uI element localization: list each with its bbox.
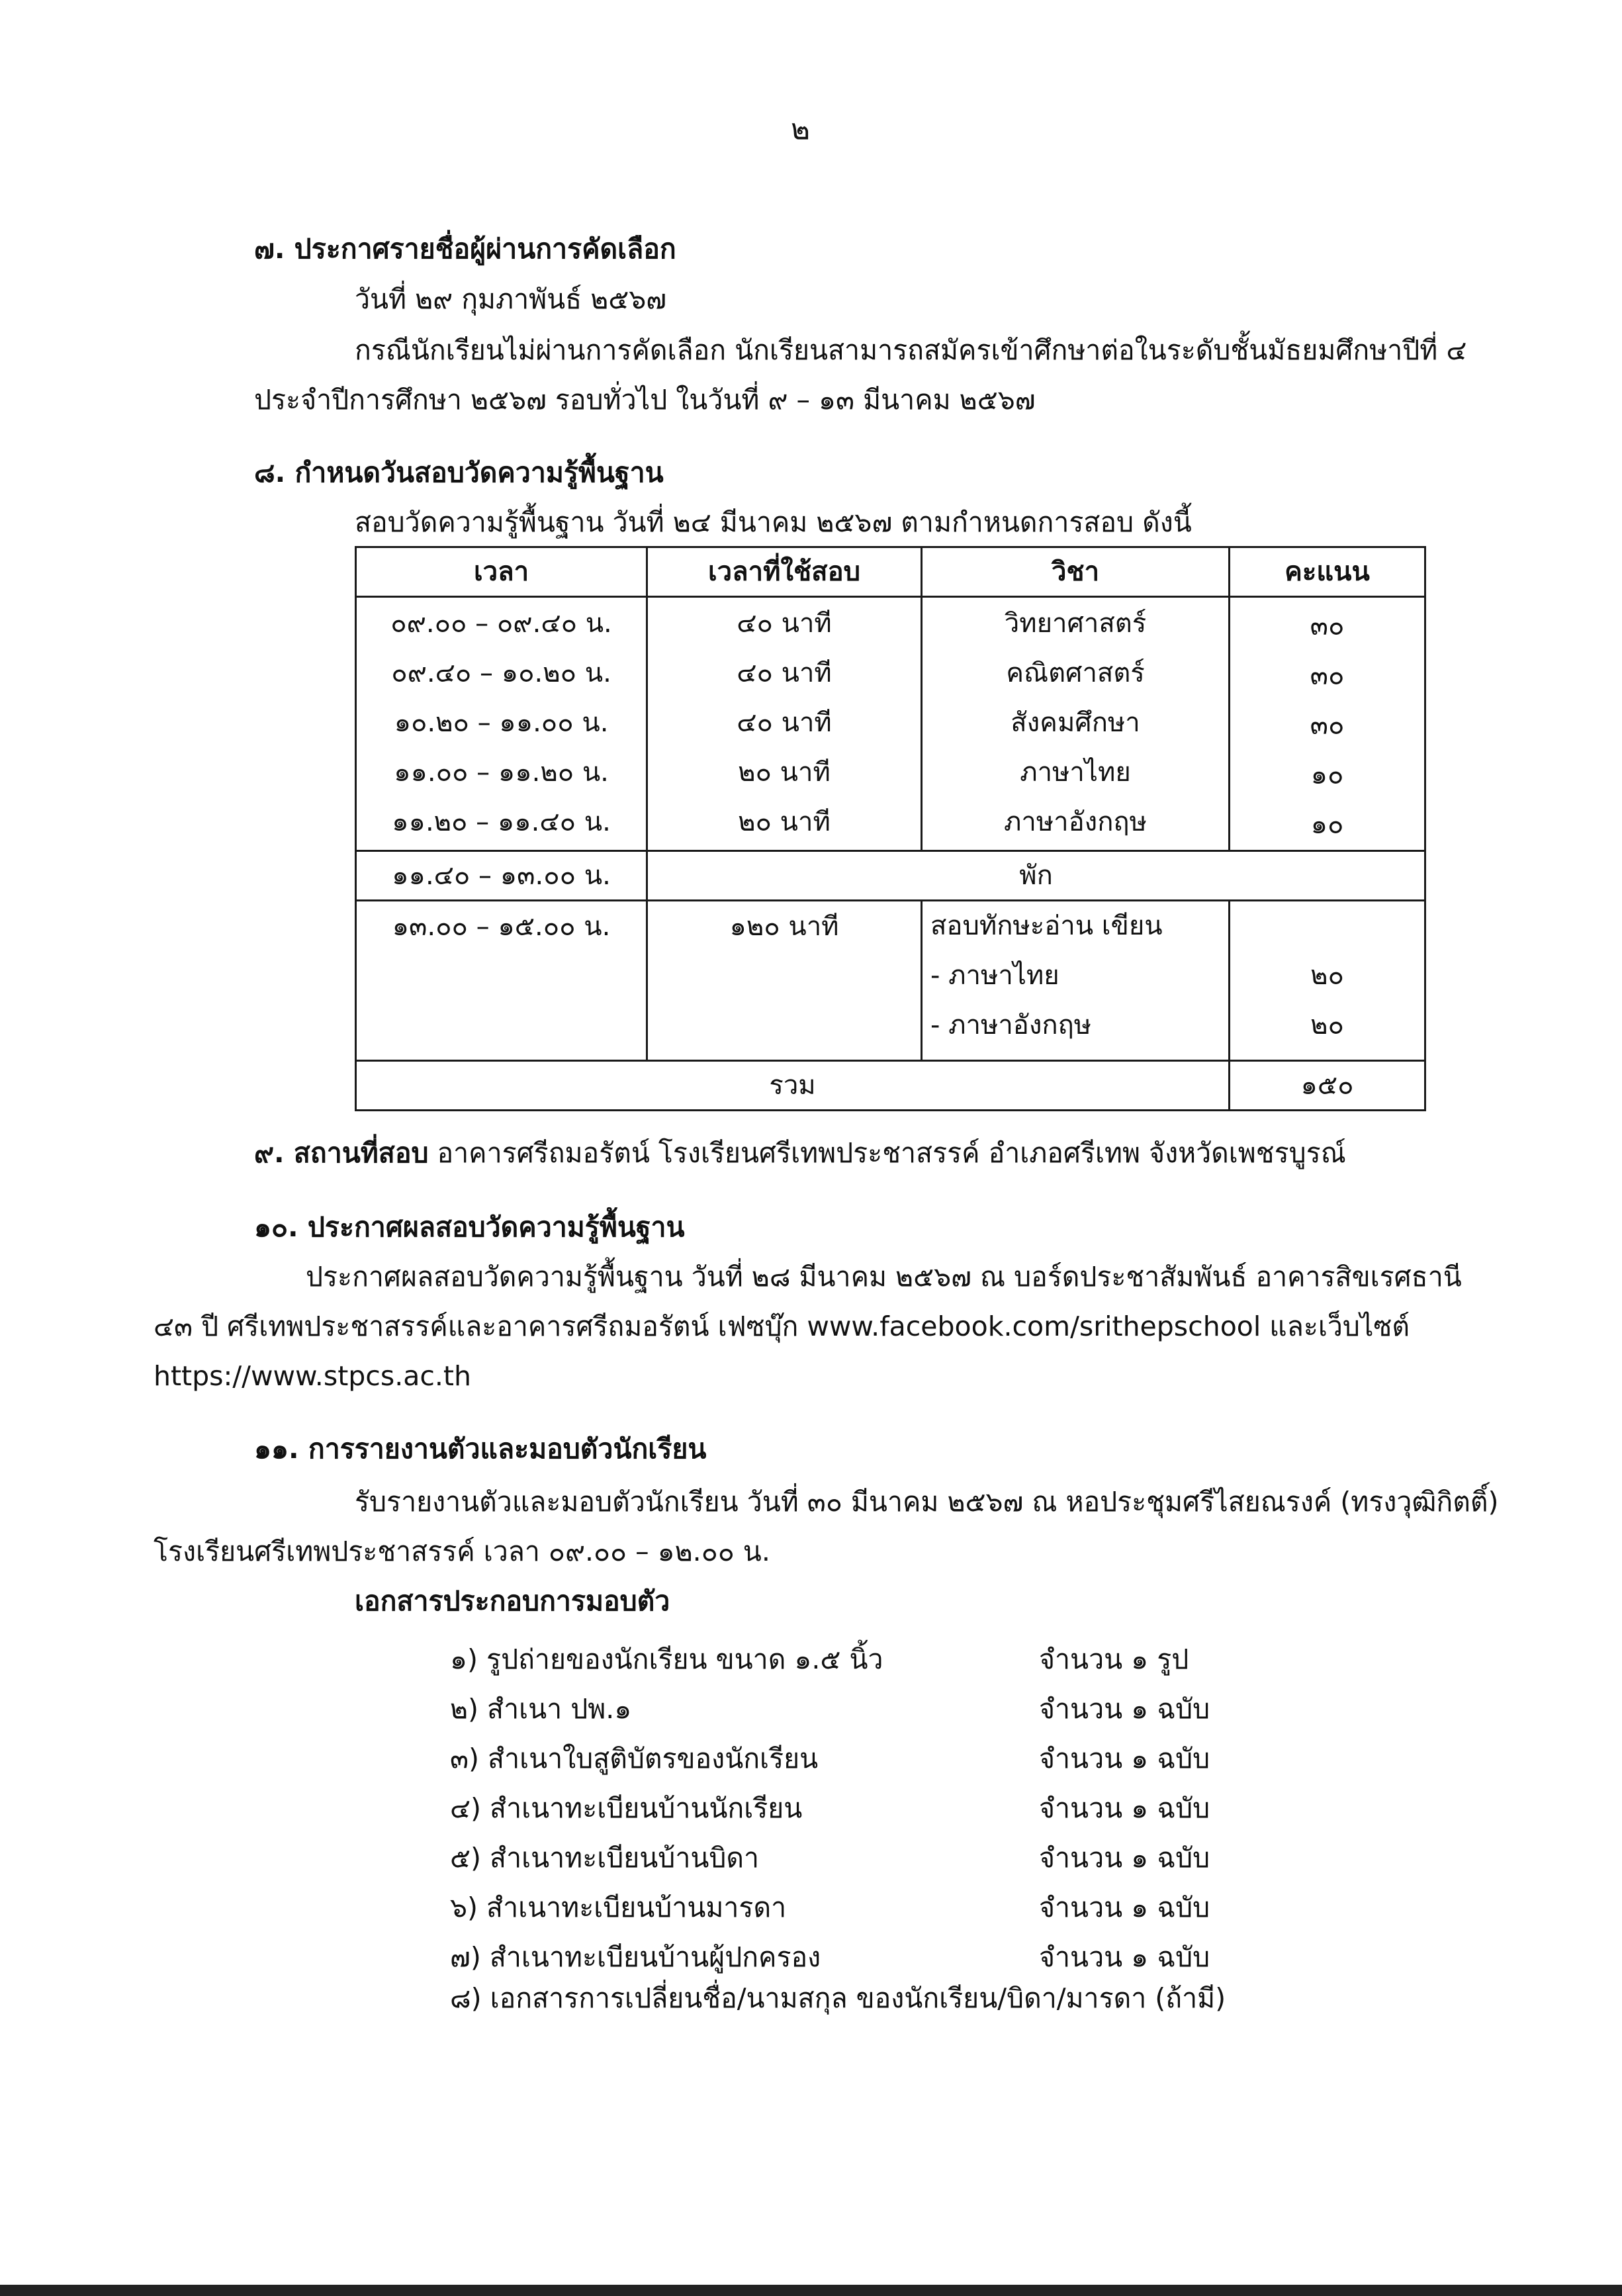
table-row-afternoon [356,901,1425,1061]
duration-value: ๒๐ นาที [738,807,831,837]
break-label: พัก [647,851,1425,901]
table-row-morning [356,597,1425,851]
subject-value: สังคมศึกษา [1011,708,1140,738]
document-qty: จำนวน ๑ ฉบับ [1039,1743,1210,1774]
morning-subjects-cell [922,597,1230,851]
total-label: รวม [356,1061,1230,1111]
score-value: ๑๐ [1310,760,1344,790]
afternoon-subject-title: สอบทักษะอ่าน เขียน [930,911,1163,941]
morning-times-cell [356,597,647,851]
document-qty: จำนวน ๑ ฉบับ [1039,1693,1210,1725]
time-value: ๑๐.๒๐ – ๑๑.๐๐ น. [394,708,609,738]
document-item: ๖) สำเนาทะเบียนบ้านมารดา [450,1892,787,1923]
scan-edge-strip [0,2285,1622,2296]
section10-line1: ประกาศผลสอบวัดความรู้พื้นฐาน วันที่ ๒๘ มีนาคม ๒๕๖๗ ณ บอร์ดประชาสัมพันธ์ อาคารสิขเรศธานี [306,1261,1462,1293]
afternoon-subjects-cell [922,901,1230,1061]
subject-value: ภาษาอังกฤษ [1003,807,1147,837]
subject-value: วิทยาศาสตร์ [1004,608,1147,639]
afternoon-subject: - ภาษาอังกฤษ [930,1010,1092,1040]
document-item: ๒) สำเนา ปพ.๑ [450,1693,632,1725]
document-qty: จำนวน ๑ ฉบับ [1039,1792,1210,1824]
header-time: เวลา [356,547,647,597]
afternoon-scores-cell [1230,901,1425,1061]
exam-schedule-table [355,546,1426,1111]
document-qty: จำนวน ๑ ฉบับ [1039,1892,1210,1923]
section9-heading: ๙. สถานที่สอบ [254,1137,429,1169]
afternoon-time: ๑๓.๐๐ – ๑๕.๐๐ น. [356,901,647,1061]
time-value: ๐๙.๐๐ – ๐๙.๔๐ น. [390,608,612,639]
page-number: ๒ [791,113,811,146]
time-value: ๑๑.๐๐ – ๑๑.๒๐ น. [394,757,609,788]
document-item: ๑) รูปถ่ายของนักเรียน ขนาด ๑.๕ นิ้ว [450,1643,883,1675]
document-item: ๕) สำเนาทะเบียนบ้านบิดา [450,1842,760,1874]
duration-value: ๔๐ นาที [737,708,832,738]
score-value: ๑๐ [1310,809,1344,840]
table-row-break [356,851,1425,901]
documents-list [450,1635,883,1982]
section7-heading: ๗. ประกาศรายชื่อผู้ผ่านการคัดเลือก [254,233,676,265]
section10-website-link: https://www.stpcs.ac.th [154,1360,471,1392]
document-item: ๗) สำเนาทะเบียนบ้านผู้ปกครอง [450,1941,821,1973]
score-value: ๒๐ [1310,960,1344,991]
score-value: ๒๐ [1310,1010,1344,1040]
header-score: คะแนน [1230,547,1425,597]
table-row-total [356,1061,1425,1111]
afternoon-subject: - ภาษาไทย [930,960,1059,991]
section9-text: อาคารศรีถมอรัตน์ โรงเรียนศรีเทพประชาสรรค์ อำเภอศรีเทพ จังหวัดเพชรบูรณ์ [437,1137,1346,1169]
section10-line2: ๔๓ ปี ศรีเทพประชาสรรค์และอาคารศรีถมอรัตน์ เฟซบุ๊ก www.facebook.com/srithepschool และเว็บไซต์ [154,1310,1410,1342]
document-qty: จำนวน ๑ ฉบับ [1039,1842,1210,1874]
morning-scores-cell [1230,597,1425,851]
break-time: ๑๑.๔๐ – ๑๓.๐๐ น. [356,851,647,901]
time-value: ๐๙.๔๐ – ๑๐.๒๐ น. [391,658,611,688]
section11-heading: ๑๑. การรายงานตัวและมอบตัวนักเรียน [254,1433,707,1465]
duration-value: ๒๐ นาที [738,757,831,788]
section10-heading: ๑๐. ประกาศผลสอบวัดความรู้พื้นฐาน [254,1211,685,1243]
section11-line1: รับรายงานตัวและมอบตัวนักเรียน วันที่ ๓๐ มีนาคม ๒๕๖๗ ณ หอประชุมศรีไสยณรงค์ (ทรงวุฒิกิตติ์) [355,1486,1499,1518]
document-item: ๓) สำเนาใบสูติบัตรของนักเรียน [450,1743,819,1774]
document-qty: จำนวน ๑ ฉบับ [1039,1941,1210,1973]
document-item: ๔) สำเนาทะเบียนบ้านนักเรียน [450,1792,803,1824]
total-score: ๑๕๐ [1230,1061,1425,1111]
section7-paragraph-line2: ประจำปีการศึกษา ๒๕๖๗ รอบทั่วไป ในวันที่ ๙ – ๑๓ มีนาคม ๒๕๖๗ [254,384,1036,416]
time-value: ๑๑.๒๐ – ๑๑.๔๐ น. [392,807,611,837]
morning-durations-cell [647,597,922,851]
subject-value: ภาษาไทย [1020,757,1131,788]
section9 [254,1137,1346,1170]
header-duration: เวลาที่ใช้สอบ [647,547,922,597]
document-item-last: ๘) เอกสารการเปลี่ยนชื่อ/นามสกุล ของนักเรียน/บิดา/มารดา (ถ้ามี) [450,1982,1226,2014]
afternoon-duration: ๑๒๐ นาที [647,901,922,1061]
section11-line2: โรงเรียนศรีเทพประชาสรรค์ เวลา ๐๙.๐๐ – ๑๒.๐๐ น. [154,1536,770,1567]
section8-intro: สอบวัดความรู้พื้นฐาน วันที่ ๒๔ มีนาคม ๒๕๖๗ ตามกำหนดการสอบ ดังนี้ [355,506,1192,538]
header-subject: วิชา [922,547,1230,597]
duration-value: ๔๐ นาที [737,658,832,688]
score-value: ๓๐ [1310,611,1345,641]
documents-heading: เอกสารประกอบการมอบตัว [355,1585,670,1617]
section7-date: วันที่ ๒๙ กุมภาพันธ์ ๒๕๖๗ [355,283,667,315]
subject-value: คณิตศาสตร์ [1006,658,1145,688]
document-qty: จำนวน ๑ รูป [1039,1643,1189,1675]
duration-value: ๔๐ นาที [737,608,832,639]
table-header-row [356,547,1425,597]
score-value: ๓๐ [1310,710,1345,741]
section8-heading: ๘. กำหนดวันสอบวัดความรู้พื้นฐาน [254,457,664,488]
score-value: ๓๐ [1310,661,1345,691]
section7-paragraph-line1: กรณีนักเรียนไม่ผ่านการคัดเลือก นักเรียนสามารถสมัครเข้าศึกษาต่อในระดับชั้นมัธยมศึกษาปีที่ ๔ [355,334,1467,366]
documents-qty-list [1039,1635,1210,1982]
